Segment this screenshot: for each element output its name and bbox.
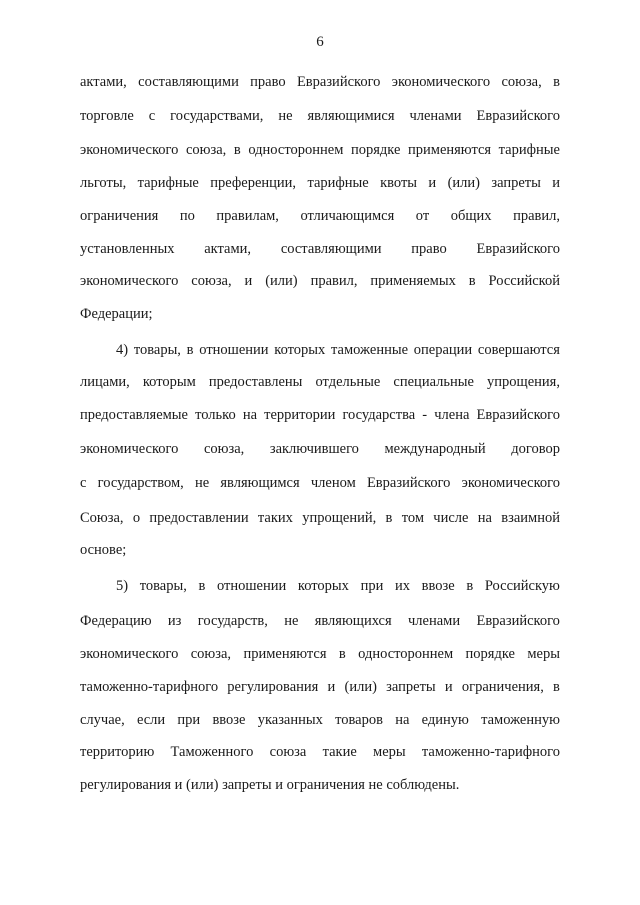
text-line: экономического союза, применяются в одностороннем порядке меры [80,646,560,662]
text-line: экономического союза, в одностороннем порядке применяются тарифные [80,142,560,158]
text-line: лицами, которым предоставлены отдельные специальные упрощения, [80,374,560,390]
text-line: экономического союза, заключившего международный договор [80,441,560,457]
text-line: экономического союза, и (или) правил, применяемых в Российской [80,273,560,289]
text-line: льготы, тарифные преференции, тарифные квоты и (или) запреты и [80,175,560,191]
text-line: ограничения по правилам, отличающимся от общих правил, [80,208,560,224]
text-line: Федерации; [80,306,153,322]
text-line: 4) товары, в отношении которых таможенные операции совершаются [116,342,560,358]
text-line: случае, если при ввозе указанных товаров на единую таможенную [80,712,560,728]
text-line: Федерацию из государств, не являющихся членами Евразийского [80,613,560,629]
text-line: актами, составляющими право Евразийского экономического союза, в [80,74,560,90]
text-line: торговле с государствами, не являющимися членами Евразийского [80,108,560,124]
text-line: установленных актами, составляющими право Евразийского [80,241,560,257]
text-line: таможенно-тарифного регулирования и (или) запреты и ограничения, в [80,679,560,695]
text-line: основе; [80,542,127,558]
text-line: 5) товары, в отношении которых при их ввозе в Российскую [116,578,560,594]
text-line: с государством, не являющимся членом Евразийского экономического [80,475,560,491]
page-number: 6 [316,34,324,50]
text-line: Союза, о предоставлении таких упрощений, в том числе на взаимной [80,510,560,526]
text-line: регулирования и (или) запреты и ограничения не соблюдены. [80,777,460,793]
text-line: предоставляемые только на территории государства - члена Евразийского [80,407,560,423]
text-line: территорию Таможенного союза такие меры таможенно-тарифного [80,744,560,760]
